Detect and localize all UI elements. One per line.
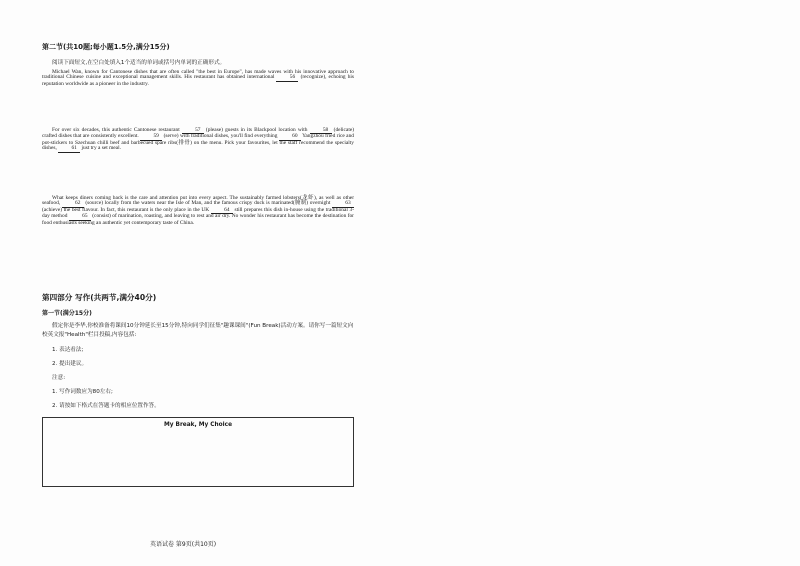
blank-63: 63 [332, 201, 354, 207]
passage-text: just try a set meal. [81, 145, 121, 152]
note-label: 注意: [52, 374, 66, 381]
prompt-item-1: 1. 表达看法; [52, 346, 84, 353]
blank-58: 58 [310, 128, 332, 134]
passage-text: (delicate) crafted dishes that are consistently excellent. [42, 127, 355, 140]
answer-box-title: My Break, My Choice [163, 422, 233, 428]
passage-text: still prepares this dish in-house using the traditional 3-day method [42, 206, 354, 220]
blank-65: 65 [69, 214, 91, 220]
passage-paragraph-1 [42, 70, 354, 87]
note-2: 2. 请按如下格式在答题卡的相应位置作答。 [52, 402, 160, 409]
passage-text: (serve) with traditional dishes, you'll find everything [163, 133, 278, 140]
blank-57: 57 [182, 128, 204, 134]
note-1: 1. 写作词数应为80左右; [52, 388, 113, 395]
passage-text: (recognize), echoing his reputation worldwide as a pioneer in the industry. [42, 74, 354, 87]
part-4-heading: 第四部分 写作(共两节,满分40分) [42, 293, 157, 302]
section-2-instruction: 阅读下面短文,在空白处填入1个适当的单词或括号内单词的正确形式。 [52, 60, 226, 66]
prompt-item-2: 2. 提出建议。 [52, 360, 88, 367]
blank-64: 64 [211, 208, 233, 214]
section-2-heading: 第二节(共10题;每小题1.5分,满分15分) [42, 43, 170, 51]
passage-text: (achieve) the best flavour. In fact, this restaurant is the only place in the UK [42, 206, 210, 213]
passage-paragraph-2 [42, 128, 354, 153]
blank-61: 61 [58, 146, 80, 152]
blank-56: 56 [276, 75, 298, 81]
passage-text: (source) locally from the waters near the Isle of Man, and the famous crispy duck is marinated(腌制) overnight [85, 200, 331, 207]
writing-prompt: 假定你是李华,你校准备将课间10分钟延长至15分钟,特向同学们征集"趣课课间"(Fun Break)活动方案。请你写一篇短文向校英文报"Health"栏目投稿,内容包括: [42, 323, 354, 338]
passage-text: For over six decades, this authentic Cantonese restaurant [52, 127, 180, 133]
blank-60: 60 [279, 134, 301, 140]
part-4 [42, 292, 354, 409]
answer-box [42, 417, 354, 487]
passage-paragraph-3 [42, 196, 354, 226]
passage-text: Yangzhou fried rice and pot-stickers to Szechuan chilli beef and barbecued spare ribs(排骨) on the menu. Pick your favourites, let the staff recommend the specialty dishes, [42, 133, 354, 152]
passage-text: What keeps diners coming back is the care and attention put into every aspect. The sustainably farmed lobsters(龙虾), as well as other seafood, [42, 195, 354, 207]
passage-text: (please) guests in its Blackpool location with [205, 127, 308, 133]
passage-text: Michael Wan, known for Cantonese dishes that are often called "the best in Europe", has made waves with his innovative approach to traditional Chinese cuisine and exceptional management skills. His restaurant has obtained international [42, 69, 354, 81]
passage-text: (consist) of marination, roasting, and leaving to rest and air dry. No wonder his restaurant has become the destination for food enthusiasts seeking an authentic yet contemporary taste of China. [42, 213, 354, 226]
part-4-subheading: 第一节(满分15分) [42, 310, 92, 317]
section-2 [42, 42, 354, 66]
blank-59: 59 [140, 134, 162, 140]
page-footer: 英语试卷 第9页(共10页) [150, 541, 217, 548]
blank-62: 62 [62, 201, 84, 207]
